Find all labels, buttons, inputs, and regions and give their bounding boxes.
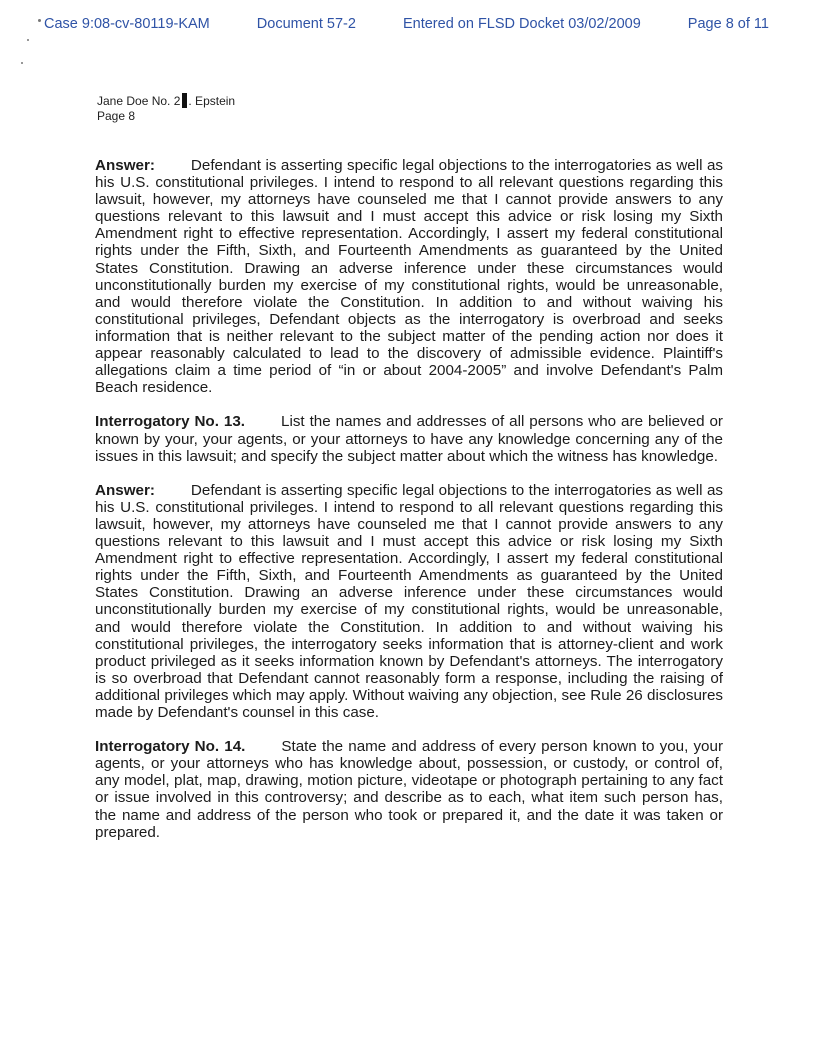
paragraph-label: Answer:	[95, 481, 155, 499]
paragraph-label: Interrogatory No. 13.	[95, 413, 245, 431]
paragraph-text: State the name and address of every person known to you, your agents, or your attorneys who has knowledge about, possession, or custody, or control of, any model, plat, map, drawing, motion picture, videotape or photograph pertaining to any fact or issue involved in this controversy; and describe as to each, what item such person has, the name and address of the person who took or prepared it, and the date it was taken or prepared.	[95, 738, 723, 841]
document-body	[95, 157, 723, 858]
page-label: Page 8	[97, 109, 136, 123]
caption-defendant: . Epstein	[188, 94, 236, 108]
case-caption	[97, 93, 235, 109]
docket-header	[44, 16, 769, 32]
answer-paragraph	[95, 482, 723, 721]
caption-plaintiff: Jane Doe No. 2	[97, 94, 181, 108]
paragraph-text: Defendant is asserting specific legal objections to the interrogatories as well as his U.S. constitutional privileges. I intend to respond to all relevant questions regarding this lawsuit, however, my attorneys have counseled me that I cannot provide answers to any questions relevant to this lawsuit and I must accept this advice or risk losing my Sixth Amendment right to effective representation. Accordingly, I assert my federal constitutional rights under the Fifth, Sixth, and Fourteenth Amendments as guaranteed by the United States Constitution. Drawing an adverse inference under these circumstances would unconstitutionally burden my exercise of my constitutional rights, would be unreasonable, and would therefore violate the Constitution. In addition to and without waiving his constitutional privileges, Defendant objects as the interrogatory is overbroad and seeks information that is neither relevant to the subject matter of the pending action nor does it appear reasonably calculated to lead to the discovery of admissible evidence. Plaintiff's allegations claim a time period of “in or about 2004-2005” and involve Defendant's Palm Beach residence.	[95, 157, 723, 397]
scan-speck	[21, 62, 23, 64]
document-number: Document 57-2	[256, 16, 356, 32]
scan-speck	[38, 19, 41, 22]
paragraph-text: List the names and addresses of all persons who are believed or known by your, your agents, or your attorneys to have any knowledge concerning any of the issues in this lawsuit; and specify the subject matter about which the witness has knowledge.	[95, 413, 723, 465]
paragraph-label: Answer:	[95, 157, 155, 174]
docket-entry-date: Entered on FLSD Docket 03/02/2009	[402, 16, 641, 32]
letter-head	[97, 93, 235, 124]
redaction-mark	[182, 93, 187, 108]
scan-speck	[27, 39, 29, 41]
interrogatory-paragraph	[95, 738, 723, 841]
answer-paragraph	[95, 157, 723, 396]
paragraph-text: Defendant is asserting specific legal objections to the interrogatories as well as his U.S. constitutional privileges. I intend to respond to all relevant questions regarding this lawsuit, however, my attorneys have counseled me that I cannot provide answers to any questions relevant to this lawsuit and I must accept this advice or risk losing my Sixth Amendment right to effective representation. Accordingly, I assert my federal constitutional rights under the Fifth, Sixth, and Fourteenth Amendments as guaranteed by the United States Constitution. Drawing an adverse inference under these circumstances would unconstitutionally burden my exercise of my constitutional rights, would be unreasonable, and would therefore violate the Constitution. In addition to and without waiving his constitutional privileges, the interrogatory seeks information that is attorney-client and work product privileged as it seeks information known by Defendant's attorneys. The interrogatory is so overbroad that Defendant cannot reasonably form a response, including the raising of additional privileges which may apply. Without waiving any objection, see Rule 26 disclosures made by Defendant's counsel in this case.	[95, 481, 723, 721]
interrogatory-paragraph	[95, 413, 723, 464]
page-indicator: Page 8 of 11	[687, 16, 769, 32]
paragraph-label: Interrogatory No. 14.	[95, 738, 246, 756]
case-number: Case 9:08-cv-80119-KAM	[44, 16, 210, 32]
